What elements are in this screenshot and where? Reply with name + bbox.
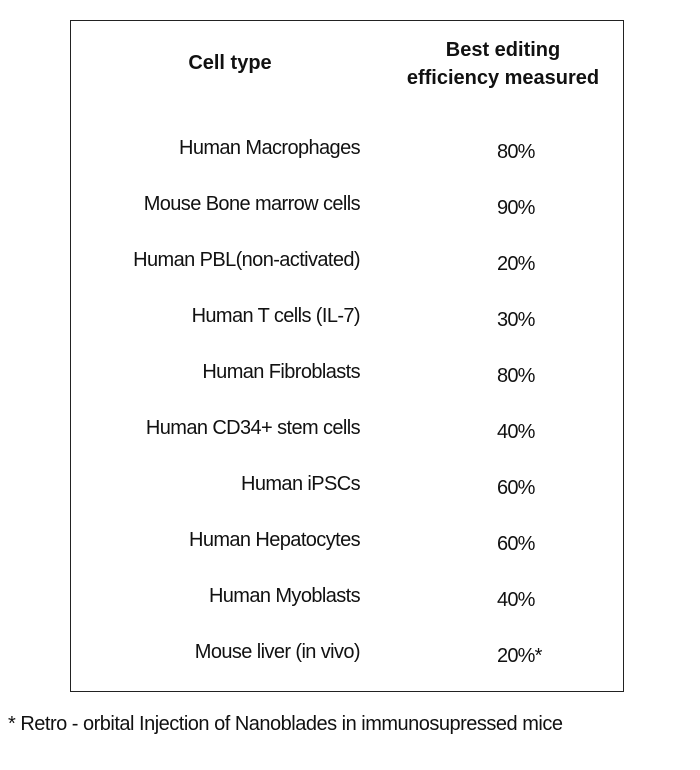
efficiency-value: 80% (497, 141, 535, 163)
efficiency-value: 20%* (497, 645, 542, 667)
footnote: * Retro - orbital Injection of Nanoblades in immunosupressed mice (8, 713, 563, 735)
table-row (0, 137, 700, 167)
table-row (0, 585, 700, 615)
cell-type-name: Human Macrophages (178, 137, 360, 159)
column-header-cell-type: Cell type (188, 52, 272, 74)
cell-type-name: Human CD34+ stem cells (145, 417, 360, 439)
efficiency-value: 30% (497, 309, 535, 331)
table-row (0, 641, 700, 671)
cell-type-name: Human Hepatocytes (188, 529, 360, 551)
column-header-efficiency (383, 36, 623, 92)
column-header-efficiency-line1: Best editing (445, 39, 561, 61)
table-row (0, 417, 700, 447)
table-row (0, 249, 700, 279)
column-header-efficiency-line2: efficiency measured (406, 67, 600, 89)
cell-type-name: Human Fibroblasts (202, 361, 360, 383)
table-row (0, 361, 700, 391)
table-row (0, 193, 700, 223)
table-row (0, 473, 700, 503)
table-row (0, 529, 700, 559)
cell-type-name: Human PBL(non-activated) (133, 249, 360, 271)
efficiency-value: 90% (497, 197, 535, 219)
efficiency-value: 40% (497, 421, 535, 443)
efficiency-value: 60% (497, 533, 535, 555)
cell-type-name: Human T cells (IL-7) (191, 305, 360, 327)
efficiency-value: 40% (497, 589, 535, 611)
efficiency-value: 60% (497, 477, 535, 499)
cell-type-name: Mouse liver (in vivo) (194, 641, 360, 663)
cell-type-name: Mouse Bone marrow cells (143, 193, 360, 215)
efficiency-value: 80% (497, 365, 535, 387)
cell-type-name: Human Myoblasts (208, 585, 360, 607)
cell-type-name: Human iPSCs (241, 473, 360, 495)
efficiency-value: 20% (497, 253, 535, 275)
table-row (0, 305, 700, 335)
